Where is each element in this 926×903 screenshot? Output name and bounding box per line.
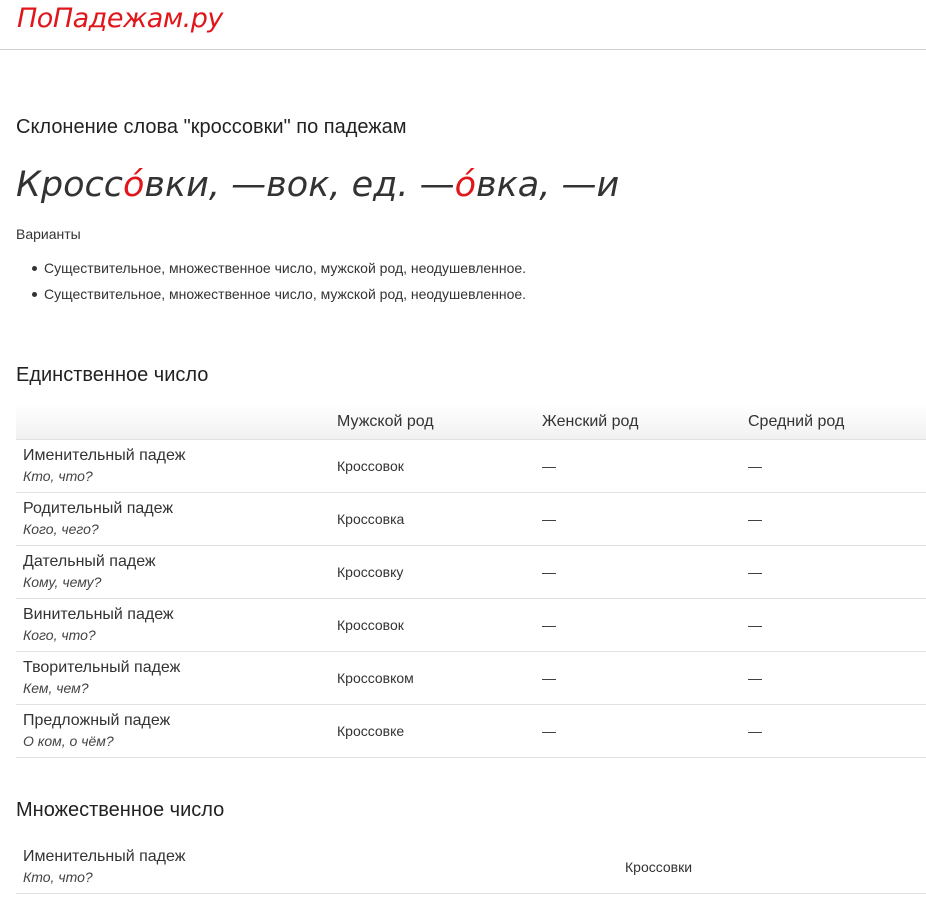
- section-title-singular: Единственное число: [16, 364, 209, 386]
- table-header-row: [16, 404, 926, 440]
- neuter-form: —: [748, 546, 926, 599]
- section-title-plural: Множественное число: [16, 799, 225, 821]
- masculine-form: Кроссовке: [337, 705, 542, 758]
- feminine-form: —: [542, 652, 748, 705]
- stress-mark: о́: [122, 165, 145, 205]
- case-question: Кто, что?: [23, 468, 93, 484]
- table-row: [16, 440, 926, 493]
- case-name: Именительный падеж: [23, 447, 186, 464]
- table-row: [16, 652, 926, 705]
- table-row: [16, 840, 926, 894]
- headword-part: вка, —и: [476, 165, 620, 205]
- case-cell: [16, 705, 337, 758]
- case-question: О ком, о чём?: [23, 733, 114, 749]
- neuter-form: —: [748, 599, 926, 652]
- feminine-form: —: [542, 705, 748, 758]
- case-cell: [16, 440, 337, 493]
- case-name: Дательный падеж: [23, 553, 156, 570]
- headword-part: Кросс: [16, 165, 123, 205]
- case-cell: [16, 493, 337, 546]
- masculine-form: Кроссовок: [337, 440, 542, 493]
- list-item: [16, 282, 526, 308]
- masculine-form: Кроссовок: [337, 599, 542, 652]
- case-cell: [16, 599, 337, 652]
- neuter-form: —: [748, 705, 926, 758]
- headword-part: вки, —вок, ед. —: [144, 165, 455, 205]
- site-header: [0, 0, 926, 50]
- case-question: Кого, чего?: [23, 521, 99, 537]
- neuter-form: —: [748, 493, 926, 546]
- plural-table: [16, 840, 926, 894]
- case-question: Кто, что?: [23, 868, 93, 885]
- neuter-form: —: [748, 652, 926, 705]
- page-title: Склонение слова "кроссовки" по падежам: [16, 116, 407, 138]
- neuter-form: —: [748, 440, 926, 493]
- case-name: Родительный падеж: [23, 500, 174, 517]
- table-row: [16, 705, 926, 758]
- case-name: Творительный падеж: [23, 659, 181, 676]
- table-row: [16, 599, 926, 652]
- site-logo[interactable]: ПоПадежам.ру: [17, 3, 223, 34]
- case-cell: [16, 652, 337, 705]
- column-header-feminine: Женский род: [542, 404, 748, 440]
- variants-list: [16, 256, 526, 308]
- singular-table: [16, 404, 926, 758]
- feminine-form: —: [542, 440, 748, 493]
- masculine-form: Кроссовка: [337, 493, 542, 546]
- variants-label: Варианты: [16, 226, 81, 242]
- headword: [16, 160, 619, 210]
- variant-text: Существительное, множественное число, мужской род, неодушевленное.: [44, 286, 527, 302]
- case-cell: [16, 546, 337, 599]
- bullet-icon: [32, 266, 37, 271]
- masculine-form: Кроссовку: [337, 546, 542, 599]
- bullet-icon: [32, 292, 37, 297]
- masculine-form: Кроссовком: [337, 652, 542, 705]
- case-name: Предложный падеж: [23, 712, 171, 729]
- case-name: Винительный падеж: [23, 606, 174, 623]
- variant-text: Существительное, множественное число, мужской род, неодушевленное.: [44, 260, 527, 276]
- case-question: Кому, чему?: [23, 574, 102, 590]
- feminine-form: —: [542, 546, 748, 599]
- plural-form: Кроссовки: [625, 840, 926, 894]
- column-header-masculine: Мужской род: [337, 404, 542, 440]
- table-row: [16, 493, 926, 546]
- stress-mark: о́: [454, 165, 476, 205]
- case-name: Именительный падеж: [23, 847, 186, 865]
- case-cell: [16, 840, 625, 894]
- column-header-neuter: Средний род: [748, 404, 926, 440]
- case-question: Кого, что?: [23, 627, 96, 643]
- case-question: Кем, чем?: [23, 680, 89, 696]
- column-header: [16, 404, 337, 440]
- list-item: [16, 256, 526, 282]
- feminine-form: —: [542, 599, 748, 652]
- feminine-form: —: [542, 493, 748, 546]
- table-row: [16, 546, 926, 599]
